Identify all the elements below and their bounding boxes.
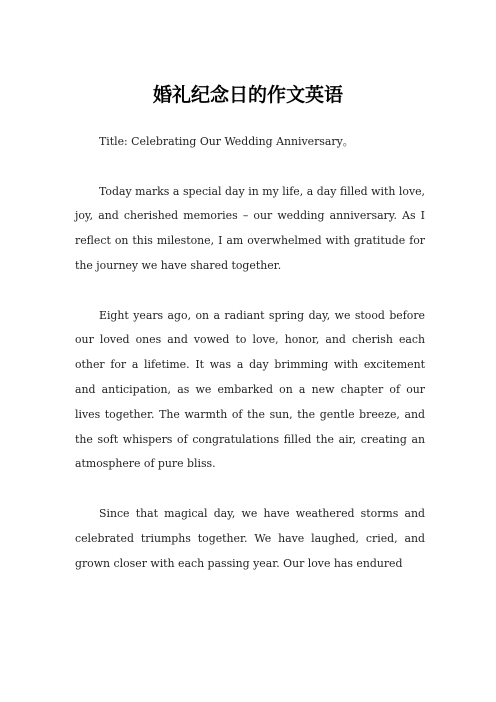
paragraph: Since that magical day, we have weathered storms and celebrated triumphs together. We have laughed, cried, and grown closer with each passing year. Our love has endured	[75, 506, 425, 570]
document-body	[75, 130, 425, 601]
paragraph: Eight years ago, on a radiant spring day, we stood before our loved ones and vowed to love, honor, and cherish each other for a lifetime. It was a day brimming with excitement and anticipation, as we embarked on a new chapter of our lives together. The warmth of the sun, the gentle breeze, and the soft whispers of congratulations filled the air, creating an atmosphere of pure bliss.	[75, 308, 425, 471]
document-title: 婚礼纪念日的作文英语	[152, 84, 343, 106]
paragraph: Today marks a special day in my life, a day filled with love, joy, and cherished memories – our wedding anniversary. As I reflect on this milestone, I am overwhelmed with gratitude for the journey we have shared together.	[75, 184, 425, 272]
paragraph-title-line: Title: Celebrating Our Wedding Anniversary。	[99, 135, 354, 148]
